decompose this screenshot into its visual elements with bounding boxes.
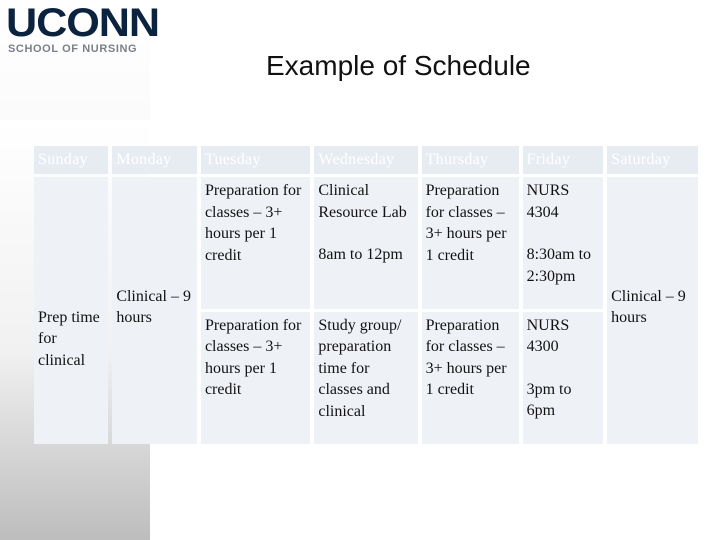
friday-2-text: NURS 4300 [526,316,570,356]
header-wednesday: Wednesday [314,146,417,174]
monday-text: Clinical – 9 hours [116,287,191,326]
logo-wordmark: UCONN [6,1,160,45]
cell-friday-1 [523,177,604,309]
header-sunday: Sunday [34,146,108,174]
schedule-table [30,143,702,447]
tuesday-2-text: Preparation for classes – 3+ hours per 1 credit [204,316,302,399]
wednesday-1-time: 8am to 12pm [318,246,403,263]
cell-wednesday-2 [314,312,417,444]
thursday-1-text: Preparation for classes – 3+ hours per 1 credit [425,182,507,264]
header-tuesday: Tuesday [201,146,310,174]
header-friday: Friday [523,146,604,174]
header-saturday: Saturday [607,146,698,174]
table-row [34,177,698,309]
wednesday-2-text: Study group/ preparation time for classes and clinical [318,316,402,420]
header-monday: Monday [112,146,197,174]
thursday-2-text: Preparation for classes – 3+ hours per 1 credit [425,316,507,399]
header-thursday: Thursday [422,146,519,174]
cell-thursday-1 [422,177,519,309]
cell-monday [112,177,197,444]
cell-friday-2 [523,312,604,444]
logo-subtitle: SCHOOL OF NURSING [8,43,138,55]
friday-2-time: 3pm to 6pm [526,380,572,420]
cell-thursday-2 [422,312,519,444]
uconn-logo [6,1,160,55]
tuesday-1-text: Preparation for classes – 3+ hours per 1 credit [204,182,302,264]
cell-tuesday-1 [201,177,310,309]
header-row [34,146,698,174]
cell-tuesday-2 [201,312,310,444]
friday-1-text: NURS 4304 [526,182,570,221]
cell-saturday [607,177,698,444]
cell-sunday [34,177,108,444]
sunday-text: Prep time for clinical [38,308,100,369]
slide-title: Example of Schedule [266,50,531,81]
saturday-text: Clinical – 9 hours [611,287,686,326]
wednesday-1-text: Clinical Resource Lab [318,182,407,221]
friday-1-time: 8:30am to 2:30pm [526,246,592,285]
cell-wednesday-1 [314,177,417,309]
